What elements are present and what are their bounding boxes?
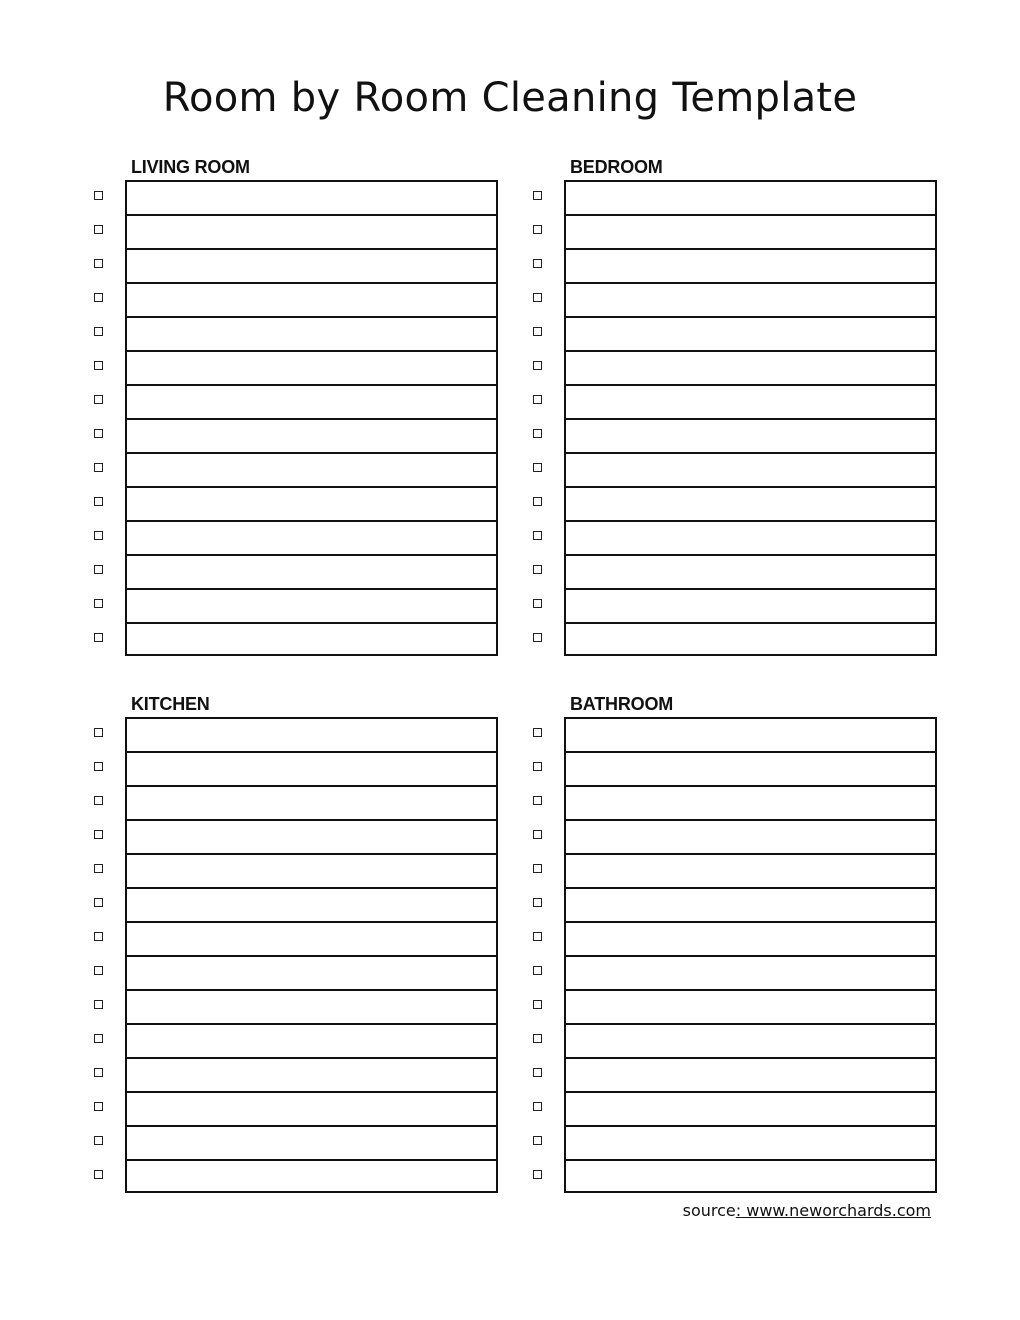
task-line[interactable]: [564, 887, 937, 921]
task-line[interactable]: [564, 282, 937, 316]
checkbox[interactable]: [533, 1102, 542, 1111]
checklist-row: [94, 955, 540, 989]
checkbox[interactable]: [94, 225, 103, 234]
task-line[interactable]: [125, 921, 498, 955]
section-title: BEDROOM: [570, 157, 663, 177]
task-line[interactable]: [125, 282, 498, 316]
checklist: [94, 717, 540, 1193]
checkbox[interactable]: [94, 1000, 103, 1009]
task-line[interactable]: [125, 819, 498, 853]
task-line[interactable]: [564, 955, 937, 989]
checkbox[interactable]: [94, 361, 103, 370]
task-line[interactable]: [125, 622, 498, 656]
source-footer: [683, 1200, 931, 1222]
task-line[interactable]: [125, 486, 498, 520]
checklist-row: [94, 622, 540, 656]
checklist-row: [94, 717, 540, 751]
checklist: [533, 717, 979, 1193]
checkbox[interactable]: [533, 225, 542, 234]
checklist-row: [533, 248, 979, 282]
checklist-row: [94, 554, 540, 588]
page-title: Room by Room Cleaning Template: [162, 75, 858, 121]
task-line[interactable]: [564, 1125, 937, 1159]
checklist-row: [94, 1023, 540, 1057]
checklist-row: [533, 1091, 979, 1125]
checkbox[interactable]: [94, 531, 103, 540]
task-line[interactable]: [125, 418, 498, 452]
checkbox[interactable]: [533, 327, 542, 336]
checklist-row: [533, 622, 979, 656]
checkbox[interactable]: [533, 463, 542, 472]
checklist-row: [533, 819, 979, 853]
checkbox[interactable]: [94, 932, 103, 941]
checklist-row: [94, 316, 540, 350]
checkbox[interactable]: [94, 966, 103, 975]
checkbox[interactable]: [533, 497, 542, 506]
checklist-row: [533, 384, 979, 418]
checkbox[interactable]: [533, 395, 542, 404]
checkbox[interactable]: [94, 1170, 103, 1179]
checkbox[interactable]: [94, 728, 103, 737]
task-line[interactable]: [125, 180, 498, 214]
checkbox[interactable]: [94, 565, 103, 574]
checkbox[interactable]: [533, 966, 542, 975]
checkbox[interactable]: [533, 830, 542, 839]
checkbox[interactable]: [533, 1034, 542, 1043]
task-line[interactable]: [564, 316, 937, 350]
task-line[interactable]: [564, 214, 937, 248]
task-line[interactable]: [125, 1057, 498, 1091]
checkbox[interactable]: [533, 1000, 542, 1009]
checkbox[interactable]: [94, 898, 103, 907]
source-url: www.neworchards.com: [741, 1201, 931, 1220]
checklist-row: [94, 214, 540, 248]
checkbox[interactable]: [94, 497, 103, 506]
checkbox[interactable]: [533, 565, 542, 574]
checkbox[interactable]: [533, 599, 542, 608]
checkbox[interactable]: [533, 633, 542, 642]
checklist-row: [533, 717, 979, 751]
task-line[interactable]: [564, 350, 937, 384]
checklist-row: [94, 853, 540, 887]
checklist-row: [533, 1057, 979, 1091]
checklist: [533, 180, 979, 656]
task-line[interactable]: [125, 1023, 498, 1057]
task-line[interactable]: [564, 248, 937, 282]
task-line[interactable]: [564, 717, 937, 751]
task-line[interactable]: [564, 751, 937, 785]
checkbox[interactable]: [533, 898, 542, 907]
task-line[interactable]: [125, 214, 498, 248]
checkbox[interactable]: [533, 259, 542, 268]
task-line[interactable]: [125, 520, 498, 554]
task-line[interactable]: [125, 1125, 498, 1159]
checklist-row: [94, 785, 540, 819]
checklist-row: [533, 554, 979, 588]
task-line[interactable]: [125, 1091, 498, 1125]
checkbox[interactable]: [94, 1136, 103, 1145]
checklist-row: [94, 350, 540, 384]
checkbox[interactable]: [94, 830, 103, 839]
checklist-row: [94, 452, 540, 486]
checklist-row: [533, 853, 979, 887]
task-line[interactable]: [564, 486, 937, 520]
task-line[interactable]: [564, 989, 937, 1023]
checklist-row: [94, 180, 540, 214]
checklist-row: [94, 1057, 540, 1091]
checklist-row: [94, 384, 540, 418]
task-line[interactable]: [125, 384, 498, 418]
checklist: [94, 180, 540, 656]
source-label: source: [682, 1201, 736, 1220]
task-line[interactable]: [125, 554, 498, 588]
checkbox[interactable]: [94, 599, 103, 608]
task-line[interactable]: [125, 955, 498, 989]
task-line[interactable]: [125, 316, 498, 350]
checklist-row: [533, 1023, 979, 1057]
checklist-row: [533, 452, 979, 486]
checkbox[interactable]: [94, 864, 103, 873]
checklist-row: [533, 282, 979, 316]
checkbox[interactable]: [94, 395, 103, 404]
checklist-row: [94, 282, 540, 316]
checkbox[interactable]: [94, 293, 103, 302]
checklist-row: [533, 316, 979, 350]
checklist-row: [533, 887, 979, 921]
task-line[interactable]: [564, 588, 937, 622]
task-line[interactable]: [564, 1023, 937, 1057]
task-line[interactable]: [125, 887, 498, 921]
checklist-row: [533, 989, 979, 1023]
task-line[interactable]: [125, 751, 498, 785]
checkbox[interactable]: [533, 1068, 542, 1077]
checkbox[interactable]: [94, 796, 103, 805]
task-line[interactable]: [564, 554, 937, 588]
checkbox[interactable]: [94, 633, 103, 642]
task-line[interactable]: [564, 622, 937, 656]
task-line[interactable]: [125, 248, 498, 282]
checklist-row: [94, 887, 540, 921]
checkbox[interactable]: [94, 762, 103, 771]
checklist-row: [533, 180, 979, 214]
checklist-row: [533, 588, 979, 622]
checkbox[interactable]: [533, 293, 542, 302]
checkbox[interactable]: [94, 1068, 103, 1077]
checklist-row: [94, 921, 540, 955]
checkbox[interactable]: [533, 361, 542, 370]
task-line[interactable]: [564, 853, 937, 887]
task-line[interactable]: [564, 520, 937, 554]
checkbox[interactable]: [533, 932, 542, 941]
checklist-row: [94, 1159, 540, 1193]
task-line[interactable]: [125, 588, 498, 622]
source-link[interactable]: [736, 1201, 931, 1220]
checklist-row: [533, 1159, 979, 1193]
section-title: BATHROOM: [570, 694, 674, 714]
checkbox[interactable]: [533, 864, 542, 873]
section-title: KITCHEN: [131, 694, 210, 714]
checklist-row: [94, 520, 540, 554]
checklist-row: [94, 588, 540, 622]
checklist-row: [94, 1091, 540, 1125]
checkbox[interactable]: [94, 1102, 103, 1111]
checklist-row: [94, 418, 540, 452]
task-line[interactable]: [564, 452, 937, 486]
checklist-row: [533, 751, 979, 785]
checkbox[interactable]: [533, 531, 542, 540]
checkbox[interactable]: [533, 796, 542, 805]
task-line[interactable]: [125, 785, 498, 819]
checklist-row: [94, 486, 540, 520]
task-line[interactable]: [125, 717, 498, 751]
checkbox[interactable]: [94, 1034, 103, 1043]
checklist-row: [94, 248, 540, 282]
checklist-row: [533, 785, 979, 819]
checkbox[interactable]: [94, 429, 103, 438]
task-line[interactable]: [125, 452, 498, 486]
task-line[interactable]: [564, 1057, 937, 1091]
checkbox[interactable]: [94, 191, 103, 200]
task-line[interactable]: [564, 384, 937, 418]
task-line[interactable]: [564, 418, 937, 452]
checklist-row: [533, 955, 979, 989]
task-line[interactable]: [125, 350, 498, 384]
source-separator: :: [735, 1201, 742, 1220]
section-title: LIVING ROOM: [131, 157, 250, 177]
checkbox[interactable]: [533, 1136, 542, 1145]
checklist-row: [533, 214, 979, 248]
checkbox[interactable]: [533, 762, 542, 771]
checklist-row: [94, 751, 540, 785]
checklist-row: [94, 989, 540, 1023]
checklist-row: [94, 819, 540, 853]
task-line[interactable]: [125, 1159, 498, 1193]
checklist-row: [533, 350, 979, 384]
checkbox[interactable]: [94, 327, 103, 336]
checkbox[interactable]: [533, 429, 542, 438]
task-line[interactable]: [564, 785, 937, 819]
checklist-row: [533, 921, 979, 955]
checklist-row: [533, 1125, 979, 1159]
task-line[interactable]: [564, 1091, 937, 1125]
task-line[interactable]: [564, 921, 937, 955]
checklist-row: [533, 520, 979, 554]
checklist-row: [533, 486, 979, 520]
task-line[interactable]: [564, 1159, 937, 1193]
checkbox[interactable]: [533, 1170, 542, 1179]
task-line[interactable]: [125, 989, 498, 1023]
task-line[interactable]: [564, 180, 937, 214]
task-line[interactable]: [125, 853, 498, 887]
checklist-row: [533, 418, 979, 452]
task-line[interactable]: [564, 819, 937, 853]
checkbox[interactable]: [94, 463, 103, 472]
checkbox[interactable]: [533, 191, 542, 200]
checkbox[interactable]: [533, 728, 542, 737]
checkbox[interactable]: [94, 259, 103, 268]
checklist-row: [94, 1125, 540, 1159]
